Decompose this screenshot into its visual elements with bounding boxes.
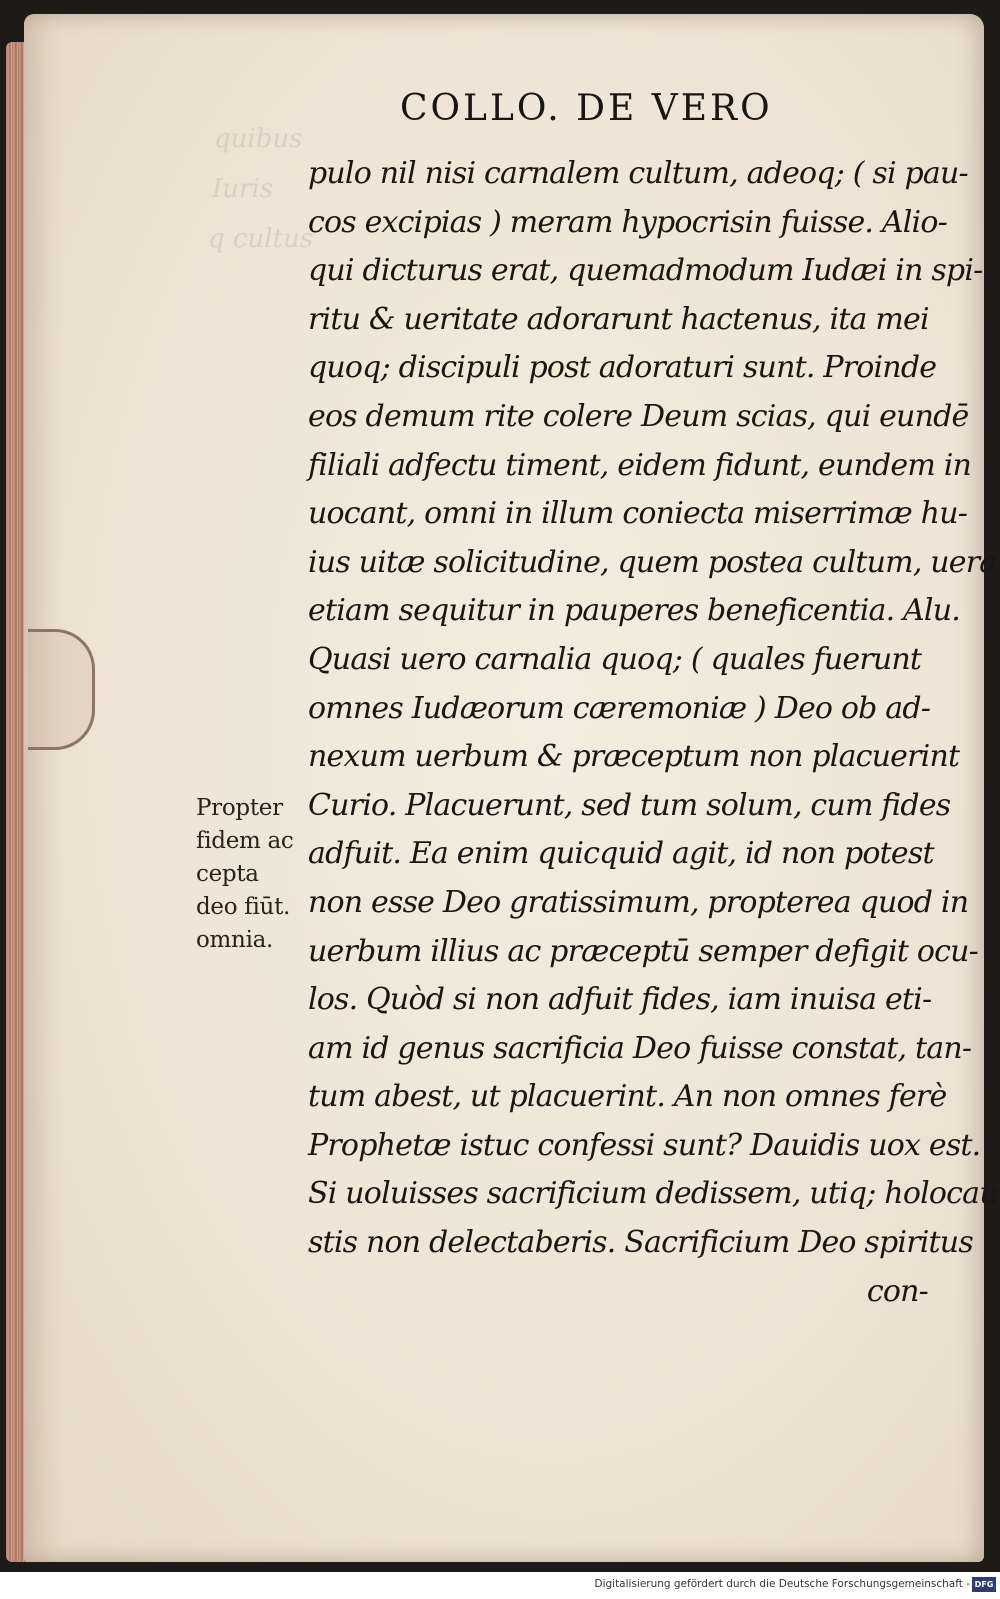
funding-credit: Digitalisierung gefördert durch die Deutsche Forschungsgemeinschaft -: [594, 1578, 970, 1590]
text-line: filiali adfectu timent, eidem fidunt, eundem in: [308, 447, 972, 483]
show-through-text: quibus: [214, 124, 303, 154]
text-line: cos excipias ) meram hypocrisin fuisse. Alio-: [308, 204, 947, 240]
marginal-note: [196, 792, 316, 957]
text-line: eos demum rite colere Deum scias, qui eundē: [308, 398, 969, 434]
text-line: Curio. Placuerunt, sed tum solum, cum fides: [308, 787, 951, 823]
text-line: Prophetæ istuc confessi sunt? Dauidis uox est.: [308, 1127, 981, 1163]
catchword: con-: [866, 1273, 928, 1309]
text-line: Si uoluisses sacrificium dedissem, utiq; holocau: [308, 1176, 998, 1212]
dfg-logo: DFG: [972, 1577, 996, 1592]
show-through-text: q cultus: [208, 224, 314, 254]
text-line: am id genus sacrificia Deo fuisse constat, tan-: [308, 1030, 972, 1066]
text-line: ritu & ueritate adorarunt hactenus, ita mei: [308, 301, 929, 337]
marginal-note-line: omnia.: [196, 927, 274, 953]
text-line: pulo nil nisi carnalem cultum, adeoq; ( si pau-: [308, 156, 968, 191]
text-line: uocant, omni in illum coniecta miserrimæ hu-: [308, 496, 968, 532]
footer-bar: [0, 1572, 1000, 1599]
text-line: etiam sequitur in pauperes beneficentia. Alu.: [308, 593, 960, 629]
marginal-note-line: deo fiūt.: [196, 894, 291, 920]
text-line: adfuit. Ea enim quicquid agit, id non potest: [308, 836, 934, 872]
marginal-note-line: fidem ac: [196, 828, 294, 854]
bookmark-clip: [28, 629, 95, 750]
text-line: los. Quòd si non adfuit fides, iam inuisa eti-: [308, 982, 932, 1018]
running-head: COLLO. DE VERO: [400, 88, 773, 129]
text-line: ius uitæ solicitudine, quem postea cultum, uera: [308, 544, 997, 580]
show-through-text: Iuris: [212, 174, 274, 204]
text-line: nexum uerbum & præceptum non placuerint: [308, 739, 960, 775]
text-line: tum abest, ut placuerint. An non omnes ferè: [308, 1079, 947, 1115]
marginal-note-line: Propter: [196, 795, 283, 821]
text-line: uerbum illius ac præceptū semper defigit ocu-: [308, 933, 978, 969]
text-line: non esse Deo gratissimum, propterea quod in: [308, 884, 969, 920]
text-line: omnes Iudæorum cæremoniæ ) Deo ob ad-: [308, 690, 931, 726]
text-line: quoq; discipuli post adoraturi sunt. Proinde: [308, 350, 937, 386]
body-text: [308, 150, 998, 1316]
text-line: stis non delectaberis. Sacrificium Deo spiritus: [308, 1225, 973, 1261]
text-line: qui dicturus erat, quemadmodum Iudæi in spi-: [308, 253, 983, 289]
text-line: Quasi uero carnalia quoq; ( quales fuerunt: [308, 641, 922, 677]
marginal-note-line: cepta: [196, 861, 259, 887]
